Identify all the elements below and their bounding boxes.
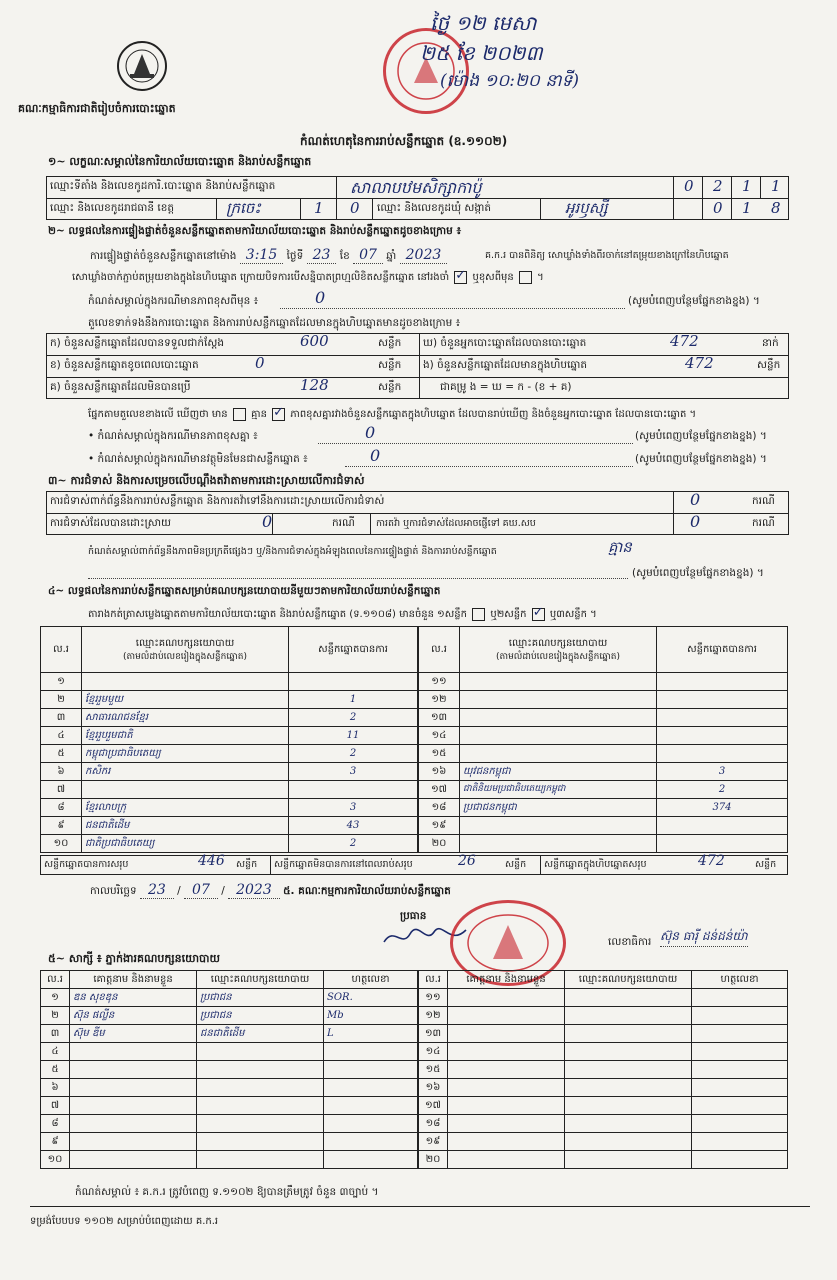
table-row: ១៨ [419, 1115, 788, 1133]
table-row: ២ ស៊ុន ផល្លីន ប្រជាជន Mb [41, 1007, 418, 1025]
col-party-header: ឈ្មោះគណបក្សនយោបាយ (តាមលំដាប់លេខរៀងក្នុងសន្លឹកឆ្នោត) [82, 627, 289, 673]
section5-heading: ៥~ សាក្សី ៖ ភ្នាក់ងារគណបក្សនយោបាយ [48, 952, 221, 965]
verification-day-value: 23 [307, 247, 337, 264]
table-row: ១៧ ជាតិនិយមប្រជាធិបតេយ្យកម្ពុជា 2 [419, 781, 788, 799]
ballots-in-box-value: 472 [685, 354, 714, 372]
col-party-header-right: ឈ្មោះគណបក្សនយោបាយ (តាមលំដាប់លេខរៀងក្នុងសន្លឹកឆ្នោត) [460, 627, 657, 673]
table-row: ១១ [419, 673, 788, 691]
date-line: កាលបរិច្ឆេទ 23 / 07 / 2023 ៥. គណៈកម្មការការិយាល័យរាប់សន្លឹកឆ្នោត [90, 882, 451, 898]
table-row: ៤ ខ្មែររួបរួមជាតិ 11 [41, 727, 418, 745]
objections-forwarded-label: ការតវ៉ា ឬការជំទាស់ដែលអាចផ្ញើទៅ គឃ.សប [376, 518, 536, 529]
objections-row1-value: 0 [690, 490, 701, 509]
table-row: ១៦ [419, 1079, 788, 1097]
witness-table-right: ល.រ គោត្តនាម និងនាមខ្លួន ឈ្មោះគណបក្សនយោបាយ ហត្ថលេខា ១១ ១២ ១៣ ១៤ ១៥ ១៦ ១៧ ១៨ ១៩ ២០ [418, 970, 788, 1169]
table-row: ១៥ [419, 745, 788, 763]
verification-time-line: ការផ្ទៀងផ្ទាត់ចំនួនសន្លឹកឆ្នោតនៅម៉ោង 3:15 ថ្ងៃទី 23 ខែ 07 ឆ្នាំ 2023 [90, 247, 447, 265]
province-name-value: ក្រចេះ [226, 199, 261, 217]
location-code-digit-3: 1 [742, 177, 752, 195]
table-row: ៩ ជនជាតិដើម 43 [41, 817, 418, 835]
secretary-label: លេខាធិការ [608, 936, 652, 948]
table-row: ១៣ [419, 1025, 788, 1043]
location-code-digit-2: 2 [713, 177, 723, 195]
commune-code-digit-1: 0 [713, 199, 723, 217]
province-label: ឈ្មោះ និងលេខកូដរាជធានី ខេត្ត [50, 202, 175, 214]
verification-time-value: 3:15 [240, 247, 283, 264]
handwritten-received-note-3: (ម៉ោង ១០:២០ នាទី) [440, 71, 579, 91]
voters-count-value: 472 [670, 332, 699, 350]
foreign-object-note-value: 0 [370, 446, 381, 465]
table-row: ៣ សាធារណជនខ្មែរ 2 [41, 709, 418, 727]
party-results-table-right [418, 626, 788, 853]
seal-changed-checkbox[interactable] [519, 271, 532, 284]
unused-ballots-label: គ) ចំនួនសន្លឹកឆ្នោតដែលមិនបានប្រើ [50, 381, 191, 393]
commune-code-digit-2: 1 [742, 199, 752, 217]
location-code-digit-1: 0 [684, 177, 694, 195]
foreign-object-note-hint: (សូមបំពេញបន្ថែមផ្នែកខាងខ្នង) ។ [635, 453, 767, 465]
commune-name-value: អូរឫស្សី [565, 199, 608, 217]
table-row: ១១ [419, 989, 788, 1007]
form-code-footer: ទម្រង់បែបបទ ១១០២ សម្រាប់បំពេញដោយ គ.ក.រ [30, 1216, 219, 1227]
section4-heading: ៤~ លទ្ធផលនៃការរាប់សន្លឹកឆ្នោតសម្រាប់គណបក្សនយោបាយនីមួយៗតាមការិយាល័យរាប់សន្លឹកឆ្នោត [48, 585, 441, 597]
secretary-name: ស៊ុន ធារ៉ី ដន់ដន់យ៉ា [660, 928, 748, 947]
unit-persons: នាក់ [762, 337, 779, 349]
table-row: ១៤ [419, 727, 788, 745]
commune-label: ឈ្មោះ និងលេខកូដឃុំ សង្កាត់ [377, 202, 492, 214]
table-row: ១២ [419, 691, 788, 709]
location-code-digit-4: 1 [771, 177, 781, 195]
unit-kh: សន្លឹក [378, 359, 402, 371]
seal-note-value: 0 [315, 288, 326, 307]
province-code-digit-1: 1 [314, 199, 324, 217]
nec-emblem-logo [116, 40, 168, 92]
total-valid-label: សន្លឹកឆ្នោតបានការសរុប [44, 859, 129, 870]
objections-resolved-unit: ករណី [332, 517, 355, 529]
received-ballots-label: ក) ចំនួនសន្លឹកឆ្នោតដែលបានទទួលជាក់ស្តែង [50, 337, 225, 349]
table-row: ៧ [41, 781, 418, 799]
form-title: កំណត់ហេតុនៃការរាប់សន្លឹកឆ្នោត (ឧ.១១០២) [300, 134, 508, 148]
tally-sheet-line: តារាងកត់ត្រាសម្លេងឆ្នោតតាមការិយាល័យបោះឆ្នោត និងរាប់សន្លឹកឆ្នោត (ទ.១១០៨) មានចំនួន ១សន្លឹក ឬ២សន្លឹក ✓ ឬ៣សន្លឹក ។ [88, 607, 597, 622]
table-row: ៥ [41, 1061, 418, 1079]
figures-intro: តួលេខទាក់ទងនឹងការបោះឆ្នោត និងការរាប់សន្លឹកឆ្នោតដែលមានក្នុងហិបឆ្នោតមានដូចខាងក្រោម ៖ [88, 317, 461, 329]
seal-note-fill-hint: (សូមបំពេញបន្ថែមផ្នែកខាងខ្នង) ។ [628, 295, 760, 307]
verification-line1-tail: គ.ក.រ បានពិនិត្យ សោឃ្លាំងទាំងពីរចាក់នៅតម្រុយខាងក្រៅនៃហិបឆ្នោត [485, 250, 729, 261]
table-row: ២ ខ្មែររួមមួយ 1 [41, 691, 418, 709]
handwritten-received-note-1: ថ្ងៃ ១២ មេសា [430, 11, 537, 35]
objections-row1-unit: ករណី [752, 495, 775, 507]
received-ballots-value: 600 [300, 332, 329, 350]
table-row: ៥ កម្ពុជាប្រជាធិបតេយ្យ 2 [41, 745, 418, 763]
table-row: ១៧ [419, 1097, 788, 1115]
objections-forwarded-unit: ករណី [752, 517, 775, 529]
total-box-value: 472 [698, 853, 725, 869]
table-row: ១៤ [419, 1043, 788, 1061]
voters-count-label: ឃ) ចំនួនអ្នកបោះឆ្នោតដែលបានបោះឆ្នោត [423, 337, 587, 349]
unit-g: សន្លឹក [378, 381, 402, 393]
difference-note-value: 0 [365, 423, 376, 442]
irregularities-note-value: គ្មាន [608, 538, 632, 556]
unit-ng: សន្លឹក [757, 359, 781, 371]
col-no-header-right: ល.រ [419, 627, 460, 673]
handwritten-received-note-2: ២៥ ខែ ២០២៣ [420, 41, 543, 65]
table-row: ១៥ [419, 1061, 788, 1079]
table-row: ៣ ស៊ុម ឌីម ជនជាតិដើម L [41, 1025, 418, 1043]
date-day: 23 [140, 882, 174, 899]
difference-note-hint: (សូមបំពេញបន្ថែមផ្នែកខាងខ្នង) ។ [635, 430, 767, 442]
table-row: ៦ កសិករ 3 [41, 763, 418, 781]
seal-note-label: កំណត់សម្គាល់ក្នុងករណីមានភាពខុសពីមុន ៖ [88, 295, 259, 307]
irregularities-note-label: កំណត់សម្គាល់ពាក់ព័ន្ធនឹងភាពមិនប្រក្រតីផ្សេងៗ ឬ/និងការជំទាស់ក្នុងអំឡុងពេលនៃការផ្ទៀងផ្ទាត់ និងការរាប់សន្លឹកឆ្នោត [88, 546, 497, 557]
foreign-object-note-label: • កំណត់សម្គាល់ក្នុងករណីមានវត្ថុមិនមែនជាសន្លឹកឆ្នោត ៖ [88, 453, 308, 465]
spoiled-ballots-value: 0 [255, 354, 265, 372]
table-row: ៦ [41, 1079, 418, 1097]
seal-check-line: សោឃ្លាំងចាក់ភ្ជាប់តម្រុយខាងក្នុងនៃហិបឆ្នោត ក្រោយបិទការបើសន្និបាតព្រហ្មលិខិតសន្លឹកឆ្នោត នៅរងចាំ ✓ ឬខុសពីមុន ។ [72, 270, 544, 285]
total-valid-unit: សន្លឹក [236, 859, 258, 870]
table-row: ១៨ ប្រជាជនកម្ពុជា 374 [419, 799, 788, 817]
table-row: ១៣ [419, 709, 788, 727]
table-row: ១ [41, 673, 418, 691]
verification-year-value: 2023 [400, 247, 448, 264]
table-row: ៨ ខ្មែរលាបក្រុ 3 [41, 799, 418, 817]
totals-row [40, 855, 788, 875]
ballots-in-box-label: ង) ចំនួនសន្លឹកឆ្នោតដែលមានក្នុងហិបឆ្នោត [423, 359, 588, 371]
date-year: 2023 [228, 882, 280, 899]
table-row: ៧ [41, 1097, 418, 1115]
table-row: ១០ [41, 1151, 418, 1169]
objections-row1-label: ការជំទាស់ពាក់ព័ន្ធនឹងការរាប់សន្លឹកឆ្នោត និងការតវ៉ាទៅនឹងការដោះស្រាយលើការជំទាស់ [50, 495, 385, 507]
total-invalid-label: សន្លឹកឆ្នោតមិនបានការនៅពេលរាប់សរុប [274, 859, 413, 870]
table-row: ១០ ជាតិប្រជាធិបតេយ្យ 2 [41, 835, 418, 853]
section2-heading: ២~ លទ្ធផលនៃការផ្ទៀងផ្ទាត់ចំនួនសន្លឹកឆ្នោតតាមការិយាល័យបោះឆ្នោត និងរាប់សន្លឹកឆ្នោតដូចខាងក្រោម ៖ [48, 225, 462, 237]
irregularities-fill-hint: (សូមបំពេញបន្ថែមផ្នែកខាងខ្នង) ។ [632, 567, 764, 579]
total-valid-value: 446 [198, 853, 225, 869]
objections-resolved-label: ការជំទាស់ដែលបានដោះស្រាយ [50, 517, 172, 529]
spoiled-ballots-label: ខ) ចំនួនសន្លឹកឆ្នោតខូចពេលបោះឆ្នោត [50, 359, 199, 371]
col-votes-header: សន្លឹកឆ្នោតបានការ [289, 627, 418, 673]
col-no-header: ល.រ [41, 627, 82, 673]
table-row: ៨ [41, 1115, 418, 1133]
witness-table-left: ល.រ គោត្តនាម និងនាមខ្លួន ឈ្មោះគណបក្សនយោបាយ ហត្ថលេខា ១ ឌន សុខឌុន ប្រជាជន SOR. ២ ស៊ុន ផល្លីន ប្រជាជន Mb ៣ ស៊ុម ឌីម ជនជាតិដើម L ៤ ៥ ៦ ៧ ៨ ៩ ១០ [40, 970, 418, 1169]
verification-month-value: 07 [353, 247, 383, 264]
footnote: កំណត់សម្គាល់ ៖ គ.ក.រ ត្រូវបំពេញ ទ.១១០២ ឱ្យបានត្រឹមត្រូវ ចំនួន ៣ច្បាប់ ។ [75, 1186, 379, 1198]
commune-code-digit-3: 8 [771, 199, 781, 217]
comparison-line: ផ្នែកតាមតួលេខខាងលើ ឃើញថា មាន គ្មាន ✓ ភាពខុសគ្នារវាងចំនួនសន្លឹកឆ្នោតក្នុងហិបឆ្នោត ដែលបានរាប់ឃើញ និងចំនួនអ្នកបោះឆ្នោត ដែលបានបោះឆ្នោត ។ [88, 407, 696, 422]
committee-name: គណៈកម្មាធិការជាតិរៀបចំការបោះឆ្នោត [18, 102, 176, 115]
table-row: ៤ [41, 1043, 418, 1061]
location-label: ឈ្មោះទីតាំង និងលេខកូដការិ.បោះឆ្នោត និងរាប់សន្លឹកឆ្នោត [50, 180, 276, 192]
tally-two-sheets-checkbox[interactable] [532, 608, 545, 621]
section3-heading: ៣~ ការជំទាស់ និងការសម្រេចលើបណ្តឹងតវ៉ាតាមការដោះស្រាយលើការជំទាស់ [48, 474, 365, 487]
table-row: ២០ [419, 1151, 788, 1169]
total-box-unit: សន្លឹក [755, 859, 777, 870]
col-votes-header-right: សន្លឹកឆ្នោតបានការ [657, 627, 788, 673]
table-row: ៩ [41, 1133, 418, 1151]
chair-label: ប្រធាន [400, 910, 427, 922]
unused-ballots-value: 128 [300, 376, 329, 394]
section1-heading: ១~ លក្ខណៈសម្គាល់នៃការិយាល័យបោះឆ្នោត និងរាប់សន្លឹកឆ្នោត [48, 155, 312, 168]
total-invalid-unit: សន្លឹក [505, 859, 527, 870]
formula-text: ជាគម្រូ ង = ឃ = ក - (ខ + គ) [440, 381, 572, 393]
seal-intact-checkbox[interactable] [454, 271, 467, 284]
difference-yes-checkbox[interactable] [233, 408, 246, 421]
table-row: ១ ឌន សុខឌុន ប្រជាជន SOR. [41, 989, 418, 1007]
location-name-value: សាលាបឋមសិក្សាកាប៉ូ [350, 178, 482, 197]
tally-one-sheet-checkbox[interactable] [472, 608, 485, 621]
total-box-label: សន្លឹកឆ្នោតក្នុងហិបឆ្នោតសរុប [544, 859, 647, 870]
difference-note-label: • កំណត់សម្គាល់ក្នុងករណីមានភាពខុសគ្នា ៖ [88, 430, 258, 442]
total-invalid-value: 26 [458, 853, 476, 869]
table-row: ១២ [419, 1007, 788, 1025]
objections-resolved-value: 0 [262, 512, 273, 531]
unit-k: សន្លឹក [378, 337, 402, 349]
table-row: ១៩ [419, 1133, 788, 1151]
table-row: ២០ [419, 835, 788, 853]
objections-forwarded-value: 0 [690, 512, 701, 531]
difference-none-checkbox[interactable] [272, 408, 285, 421]
province-code-digit-2: 0 [350, 199, 360, 217]
table-row: ១៦ យុវជនកម្ពុជា 3 [419, 763, 788, 781]
date-month: 07 [184, 882, 218, 899]
party-results-table-left [40, 626, 418, 853]
table-row: ១៩ [419, 817, 788, 835]
